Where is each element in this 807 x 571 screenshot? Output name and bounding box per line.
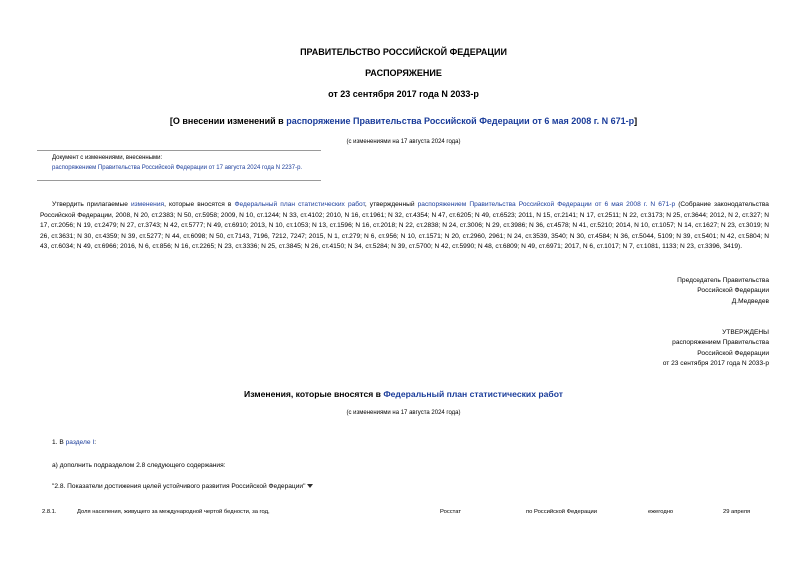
item-1 xyxy=(52,439,96,446)
changes-heading-link[interactable]: Федеральный план статистических работ xyxy=(383,389,563,399)
amend-box-top-rule xyxy=(37,150,321,151)
approved-line-4: от 23 сентября 2017 года N 2033-р xyxy=(662,360,769,368)
row-deadline: 29 апреля xyxy=(723,509,751,515)
table-row xyxy=(0,509,807,519)
amend-box-link[interactable]: распоряжением Правительства Российской Федерации от 17 августа 2024 года N 2237-р. xyxy=(52,165,303,171)
signature-line-2: Российской Федерации xyxy=(697,287,769,295)
intro-text-4: (Собрание законодательства Российской Федерации, 2008, N 20, ст.2383; N 50, ст.5958; 2009, N 10, ст.1244; N 33, ст.4102; 2010, N 16, ст.1961; N 32, ст.4354; N 47, ст.6205; N 49, ст.6523; 2011, N 15, ст.2141; N 17, ст.2511; N 22, ст.3173; N 25, ст.3644; 2012, N 2, ст.327; N 17, ст.2056; N 19, ст.2479; N 27, ст.3743; N 42, ст.5777; N 49, ст.6910; 2013, N 10, ст.1053; N 13, ст.1596; N 16, ст.2018; N 22, ст.2838; N 24, ст.3006; N 29, ст.3986; N 36, ст.4578; N 41, ст.5210; 2014, N 10, ст.1057; N 14, ст.1627; N 23, ст.3019; N 26, ст.3631; N 30, ст.4359; N 39, ст.5277; N 44, ст.6098; N 50, ст.7143, 7196, 7212, 7247; 2015, N 1, ст.279; N 6, ст.956; N 10, ст.1571; N 20, ст.2960, 2961; N 24, ст.3539, 3540; N 30, ст.4584; N 36, ст.5044, 5109; N 39, ст.5401; N 42, ст.5804; N 43, ст.6034; N 49, ст.6966; 2016, N 6, ст.856; N 16, ст.2265; N 23, ст.3336; N 25, ст.3845; N 26, ст.4150; N 34, ст.5284; N 39, ст.5700; N 42, ст.5990; N 48, ст.6809; N 49, ст.6971; 2017, N 6, ст.1017; N 7, ст.1081, 1133; N 23, ст.3396, 3419). xyxy=(40,201,769,251)
intro-paragraph xyxy=(40,200,769,253)
document-date-number: от 23 сентября 2017 года N 2033-р xyxy=(328,89,479,99)
approved-line-1: УТВЕРЖДЕНЫ xyxy=(722,329,769,336)
row-period: ежегодно xyxy=(648,509,674,515)
intro-text-3: , утвержденный xyxy=(364,201,418,208)
signature-block xyxy=(677,276,769,307)
item-1-suffix: : xyxy=(94,439,97,446)
subsection-2-8 xyxy=(52,483,313,490)
amend-box-label: Документ с изменениями, внесенными: xyxy=(52,155,163,161)
intro-link-order[interactable]: распоряжением Правительства Российской Федерации от 6 мая 2008 г. N 671-р xyxy=(417,201,676,208)
title-link[interactable]: распоряжение Правительства Российской Федерации от 6 мая 2008 г. N 671-р xyxy=(286,116,635,126)
item-1-link[interactable]: разделе I xyxy=(65,439,95,446)
changes-revision-note: (с изменениями на 17 августа 2024 года) xyxy=(346,410,461,416)
subsection-text: "2.8. Показатели достижения целей устойчивого развития Российской Федерации" xyxy=(52,483,306,490)
revision-note: (с изменениями на 17 августа 2024 года) xyxy=(346,139,461,145)
intro-text-2: , которые вносятся в xyxy=(164,201,235,208)
item-1-prefix: 1. В xyxy=(52,439,66,446)
signature-line-1: Председатель Правительства xyxy=(677,277,769,284)
title-suffix: ] xyxy=(634,116,638,126)
intro-link-plan[interactable]: Федеральный план статистических работ xyxy=(234,201,365,208)
approved-line-2: распоряжением Правительства xyxy=(672,339,769,347)
intro-text-1: Утвердить прилагаемые xyxy=(52,201,131,208)
document-type: РАСПОРЯЖЕНИЕ xyxy=(365,68,442,78)
changes-heading xyxy=(0,389,807,399)
government-name: ПРАВИТЕЛЬСТВО РОССИЙСКОЙ ФЕДЕРАЦИИ xyxy=(300,47,507,57)
expand-arrow-icon[interactable] xyxy=(307,484,313,488)
approved-block xyxy=(663,328,769,370)
signature-line-3: Д.Медведев xyxy=(731,297,769,305)
intro-link-changes[interactable]: изменения xyxy=(130,201,165,208)
row-scope: по Российской Федерации xyxy=(526,509,598,515)
approved-line-3: Российской Федерации xyxy=(697,349,769,357)
item-a: а) дополнить подразделом 2.8 следующего содержания: xyxy=(52,462,226,469)
row-number: 2.8.1. xyxy=(42,509,57,515)
title-prefix: [О внесении изменений в xyxy=(169,116,287,126)
document-title xyxy=(0,116,807,126)
row-indicator: Доля населения, живущего за международной чертой бедности, за год, xyxy=(77,509,270,515)
row-agency: Росстат xyxy=(440,509,461,515)
amend-box-bottom-rule xyxy=(37,180,321,181)
changes-heading-prefix: Изменения, которые вносятся в xyxy=(244,389,384,399)
